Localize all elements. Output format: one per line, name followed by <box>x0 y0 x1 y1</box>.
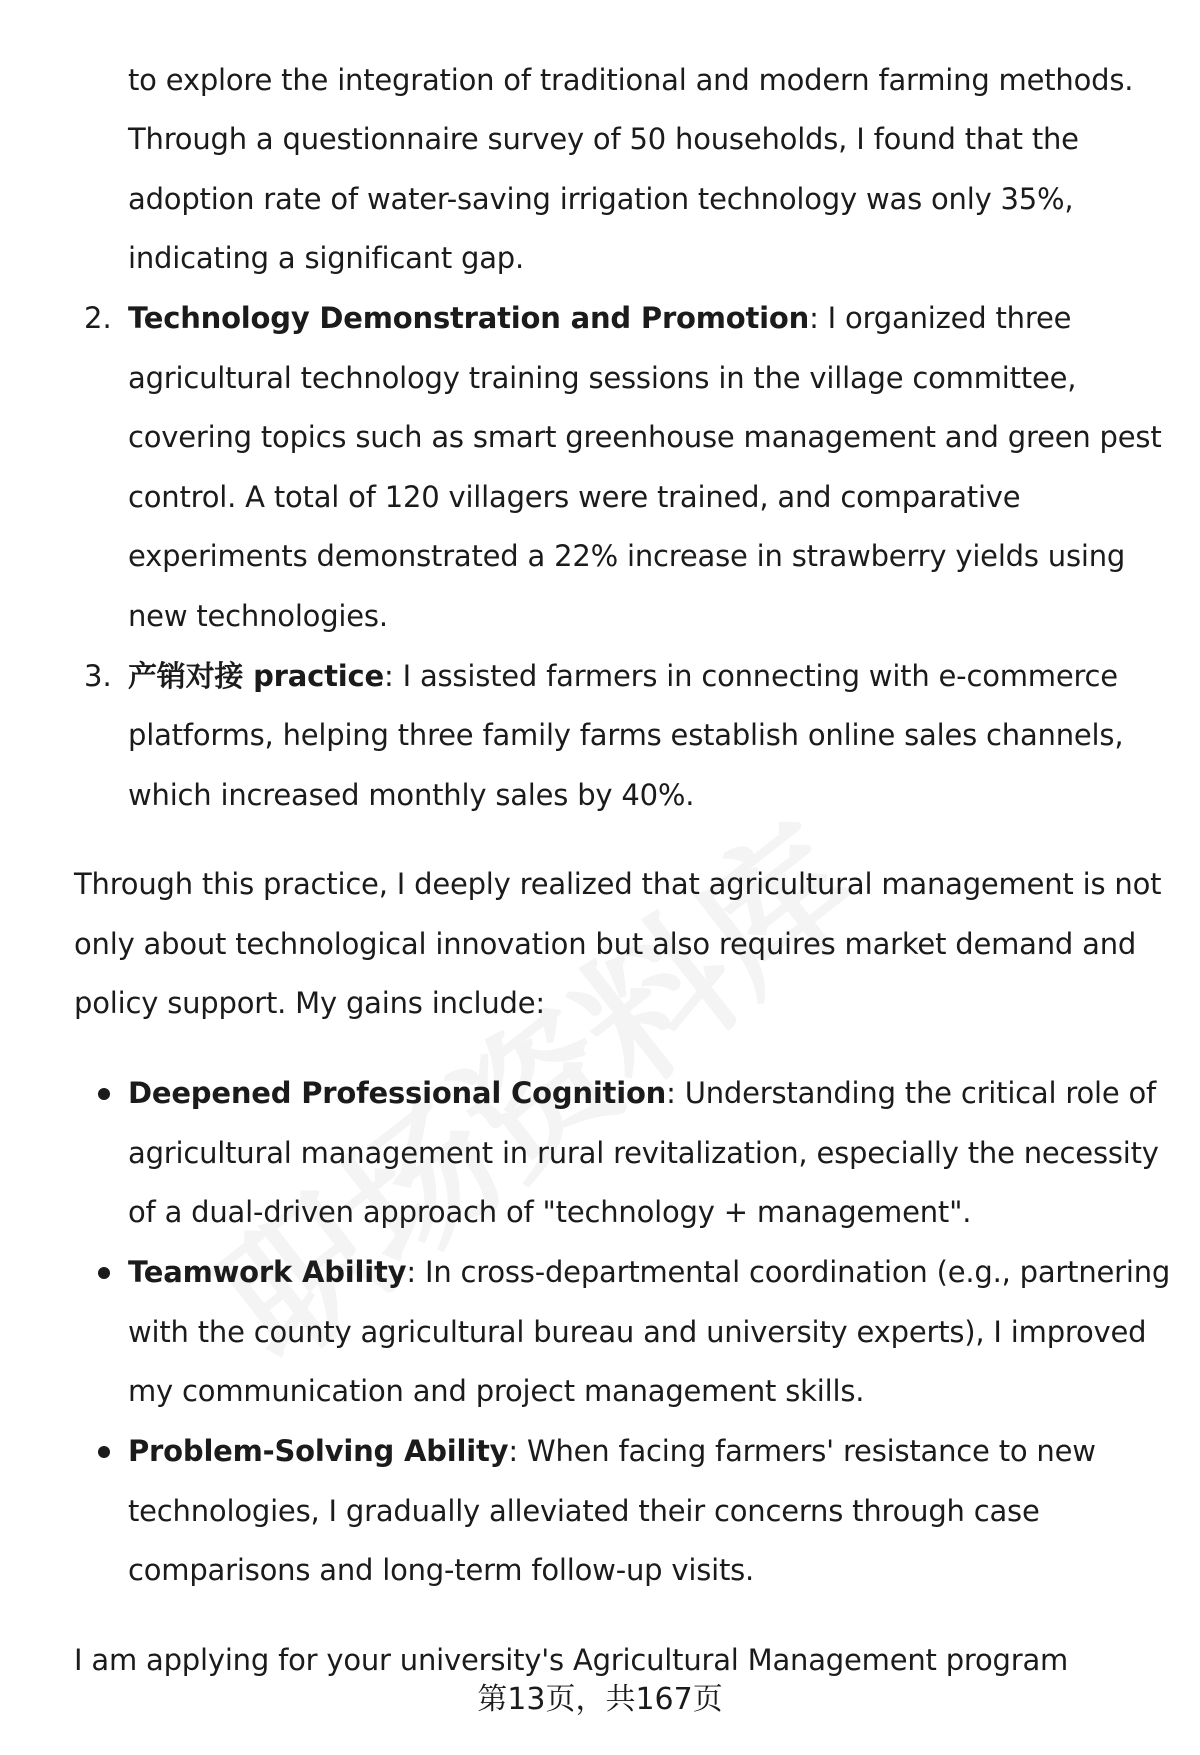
bullet-heading: Teamwork Ability <box>128 1255 407 1289</box>
text-line: my communication and project management skills. <box>128 1374 865 1408</box>
text-line: covering topics such as smart greenhouse management and green pest <box>128 420 1162 454</box>
list-item-text: : I assisted farmers in connecting with e-commerce <box>383 659 1118 693</box>
text-line: agricultural management in rural revitalization, especially the necessity <box>128 1136 1159 1170</box>
text-line: experiments demonstrated a 22% increase in strawberry yields using <box>128 539 1126 573</box>
text-line: agricultural technology training sessions in the village committee, <box>128 361 1077 395</box>
text-line: of a dual-driven approach of "technology + management". <box>128 1195 972 1229</box>
bullet-text: : When facing farmers' resistance to new <box>508 1434 1096 1468</box>
list-item-heading: Technology Demonstration and Promotion <box>128 301 810 335</box>
bullet-text: : In cross-departmental coordination (e.g., partnering <box>406 1255 1171 1289</box>
list-item-first-line <box>128 298 1071 338</box>
text-line: technologies, I gradually alleviated their concerns through case <box>128 1494 1040 1528</box>
paragraph-line: policy support. My gains include: <box>74 986 545 1020</box>
text-line: control. A total of 120 villagers were trained, and comparative <box>128 480 1021 514</box>
text-line: to explore the integration of traditional and modern farming methods. <box>128 63 1134 97</box>
bullet-dot <box>98 1088 110 1100</box>
list-number: 3. <box>84 659 112 693</box>
bullet-text: : Understanding the critical role of <box>666 1076 1157 1110</box>
bullet-dot <box>98 1446 110 1458</box>
closing-line: I am applying for your university's Agricultural Management program <box>74 1643 1069 1677</box>
text-line: comparisons and long-term follow-up visits. <box>128 1553 755 1587</box>
page-footer: 第13页，共167页 <box>477 1682 723 1717</box>
bullet-first-line <box>128 1073 1156 1113</box>
text-line: adoption rate of water-saving irrigation technology was only 35%, <box>128 182 1074 216</box>
bullet-heading: Problem-Solving Ability <box>128 1434 509 1468</box>
bullet-dot <box>98 1267 110 1279</box>
text-line: new technologies. <box>128 599 388 633</box>
list-item-heading: 产销对接 practice <box>128 659 384 693</box>
paragraph-line: only about technological innovation but also requires market demand and <box>74 927 1137 961</box>
text-line: indicating a significant gap. <box>128 241 525 275</box>
text-line: which increased monthly sales by 40%. <box>128 778 695 812</box>
text-line: platforms, helping three family farms establish online sales channels, <box>128 718 1124 752</box>
text-line: Through a questionnaire survey of 50 households, I found that the <box>128 122 1079 156</box>
list-number: 2. <box>84 301 112 335</box>
list-item-text: : I organized three <box>809 301 1072 335</box>
list-item-first-line <box>128 656 1118 696</box>
text-line: with the county agricultural bureau and university experts), I improved <box>128 1315 1147 1349</box>
paragraph-line: Through this practice, I deeply realized that agricultural management is not <box>74 867 1162 901</box>
bullet-heading: Deepened Professional Cognition <box>128 1076 667 1110</box>
bullet-first-line <box>128 1252 1170 1292</box>
bullet-first-line <box>128 1431 1096 1471</box>
